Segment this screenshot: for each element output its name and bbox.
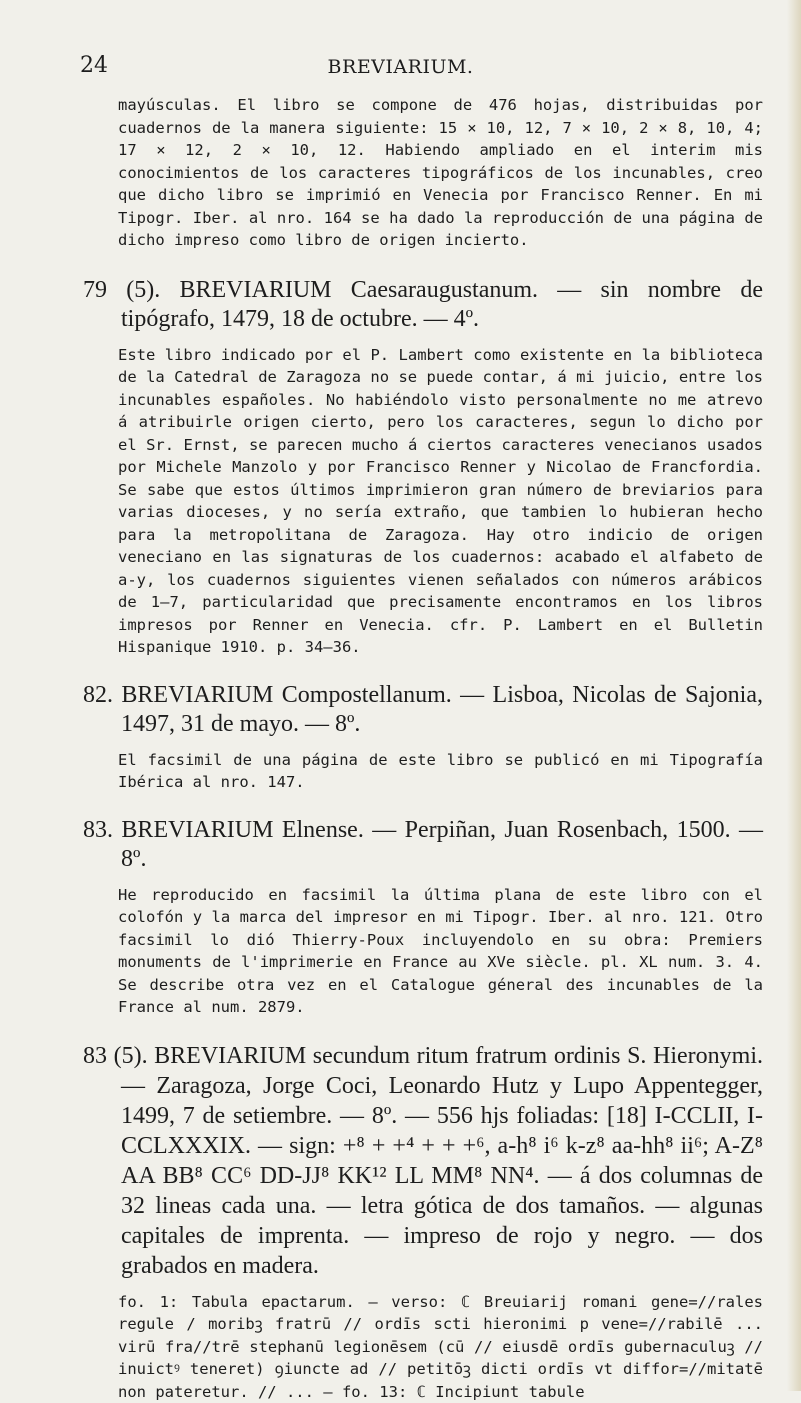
entry-body: He reproducido en facsimil la última plana de este libro con el colofón y la marca del impresor en mi Tipogr. Iber. al nro. 121. Otro facsimil lo dió Thierry-Poux incluyendolo en su obra: Premiers monuments de l'imprimerie en France au XVe siècle. pl. XL num. 3. 4. Se describe otra vez en el Catalogue géneral des incunables de la France al num. 2879. xyxy=(118,884,763,1019)
page-header xyxy=(0,53,801,83)
page-content xyxy=(83,94,763,1403)
intro-paragraph: mayúsculas. El libro se compone de 476 hojas, distribuidas por cuadernos de la manera siguiente: 15 × 10, 12, 7 × 10, 2 × 8, 10, 4; 17 × 12, 2 × 10, 12. Habiendo ampliado en el interim mis conocimientos de los caracteres tipográficos de los incunables, creo que dicho libro se imprimió en Venecia por Francisco Renner. En mi Tipogr. Iber. al nro. 164 se ha dado la reproducción de una página de dicho impreso como libro de origen incierto. xyxy=(118,94,763,252)
entry-heading: 83. BREVIARIUM Elnense. — Perpiñan, Juan Rosenbach, 1500. — 8º. xyxy=(83,816,763,874)
entry-heading: 79 (5). BREVIARIUM Caesaraugustanum. — sin nombre de tipógrafo, 1479, 18 de octubre. — 4º. xyxy=(83,276,763,334)
entry-83 xyxy=(83,816,763,1019)
page-number: 24 xyxy=(80,53,108,78)
entry-82 xyxy=(83,681,763,794)
entry-83-5 xyxy=(83,1041,763,1403)
entry-transcription: fo. 1: Tabula epactarum. — verso: ℂ Breuiarij romani gene=//rales regule / moribꝫ fratrū // ordīs scti hieronimi p vene=//rabilē ... virū fra//trē stephanū legionēsem (cū // eiusdē ordīs gubernaculuꝫ // inuictꝰ teneret) ꝯiuncte ad // petitōꝫ dicti ordīs vt diffor=//mitatē non pateretur. // ... — fo. 13: ℂ Incipiunt tabule xyxy=(118,1291,763,1403)
entry-body: Este libro indicado por el P. Lambert como existente en la biblioteca de la Catedral de Zaragoza no se puede contar, á mi juicio, entre los incunables españoles. No habiéndolo visto personalmente no me atrevo á atribuirle origen cierto, pero los caracteres, segun lo dicho por el Sr. Ernst, se parecen mucho á ciertos caracteres venecianos usados por Michele Manzolo y por Francisco Renner y Nicolao de Francfordia. Se sabe que estos últimos imprimieron gran número de breviarios para varias dioceses, y no sería extraño, que tambien lo hubieran hecho para la metropolitana de Zaragoza. Hay otro indicio de origen veneciano en las signaturas de los cuadernos: acabado el alfabeto de a-y, los cuadernos siguientes vienen señalados con números arábicos de 1—7, particularidad que precisamente encontramos en los libros impresos por Renner en Venecia. cfr. P. Lambert en el Bulletin Hispanique 1910. p. 34—36. xyxy=(118,344,763,659)
entry-body: El facsimil de una página de este libro se publicó en mi Tipografía Ibérica al nro. 147. xyxy=(118,749,763,794)
running-head: BREVIARIUM. xyxy=(0,56,801,78)
entry-heading: 83 (5). BREVIARIUM secundum ritum fratrum ordinis S. Hieronymi. — Zaragoza, Jorge Coci, Leonardo Hutz y Lupo Appentegger, 1499, 7 de setiembre. — 8º. — 556 hjs foliadas: [18] I-CCLII, I-CCLXXXIX. — sign: +⁸ + +⁴ + + +⁶, a-h⁸ i⁶ k-z⁸ aa-hh⁸ ii⁶; A-Z⁸ AA BB⁸ CC⁶ DD-JJ⁸ KK¹² LL MM⁸ NN⁴. — á dos columnas de 32 lineas cada una. — letra gótica de dos tamaños. — algunas capitales de imprenta. — impreso de rojo y negro. — dos grabados en madera. xyxy=(83,1041,763,1281)
entry-79-5 xyxy=(83,276,763,659)
entry-heading: 82. BREVIARIUM Compostellanum. — Lisboa, Nicolas de Sajonia, 1497, 31 de mayo. — 8º. xyxy=(83,681,763,739)
page-edge-shadow xyxy=(787,0,801,1391)
